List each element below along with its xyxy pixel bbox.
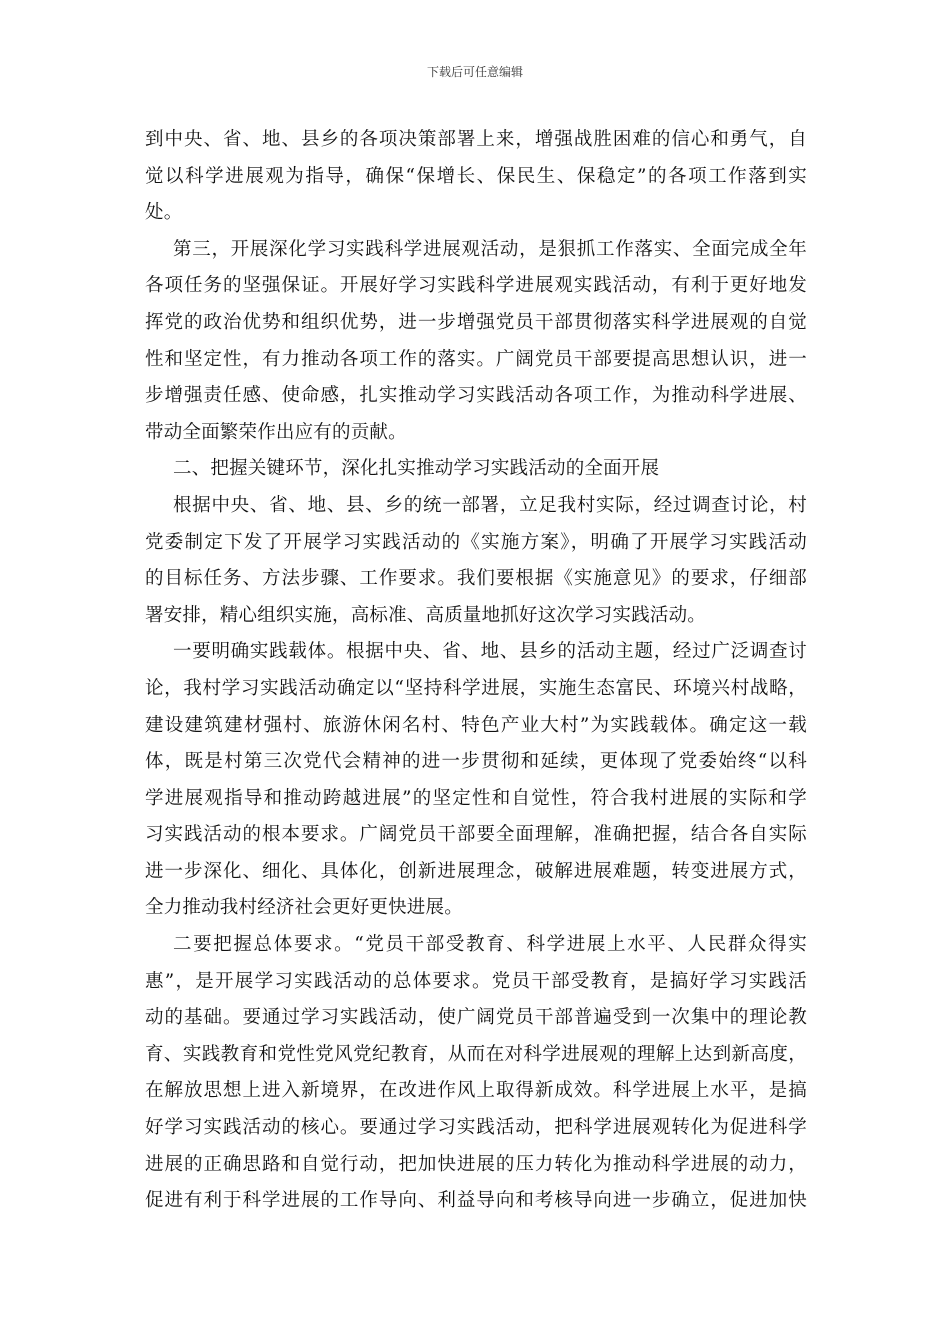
- text-line: 学进展观指导和推动跨越进展”的坚定性和自觉性，符合我村进展的实际和学: [145, 787, 807, 809]
- text-line: 党委制定下发了开展学习实践活动的《实施方案》，明确了开展学习实践活动: [145, 531, 807, 553]
- text-line: 促进有利于科学进展的工作导向、利益导向和考核导向进一步确立，促进加快: [145, 1190, 807, 1212]
- text-line: 步增强责任感、使命感，扎实推动学习实践活动各项工作，为推动科学进展、: [145, 385, 807, 407]
- text-line: 一要明确实践载体。根据中央、省、地、县乡的活动主题，经过广泛调查讨: [173, 641, 807, 663]
- text-line: 的目标任务、方法步骤、工作要求。我们要根据《实施意见》的要求，仔细部: [145, 568, 807, 590]
- text-line: 在解放思想上进入新境界，在改进作风上取得新成效。科学进展上水平，是搞: [145, 1080, 807, 1102]
- text-line: 好学习实践活动的核心。要通过学习实践活动，把科学进展观转化为促进科学: [145, 1117, 807, 1139]
- text-line: 性和坚定性，有力推动各项工作的落实。广阔党员干部要提高思想认识，进一: [145, 348, 807, 370]
- text-line: 建设建筑建材强村、旅游休闲名村、特色产业大村”为实践载体。确定这一载: [145, 714, 807, 736]
- text-line: 根据中央、省、地、县、乡的统一部署，立足我村实际，经过调查讨论，村: [173, 494, 807, 516]
- text-line: 体，既是村第三次党代会精神的进一步贯彻和延续，更体现了党委始终“以科: [145, 751, 807, 773]
- text-line: 全力推动我村经济社会更好更快进展。: [145, 897, 463, 919]
- text-line: 二、把握关键环节，深化扎实推动学习实践活动的全面开展: [173, 458, 660, 480]
- text-line: 育、实践教育和党性党风党纪教育，从而在对科学进展观的理解上达到新高度，: [145, 1043, 807, 1065]
- text-line: 二要把握总体要求。“党员干部受教育、科学进展上水平、人民群众得实: [173, 934, 807, 956]
- text-line: 觉以科学进展观为指导，确保“保增长、保民生、保稳定”的各项工作落到实: [145, 165, 807, 187]
- text-line: 第三，开展深化学习实践科学进展观活动，是狠抓工作落实、全面完成全年: [173, 238, 807, 260]
- text-line: 各项任务的坚强保证。开展好学习实践科学进展观实践活动，有利于更好地发: [145, 275, 807, 297]
- document-body: [145, 122, 807, 1220]
- text-line: 署安排，精心组织实施，高标准、高质量地抓好这次学习实践活动。: [145, 604, 707, 626]
- text-line: 进一步深化、细化、具体化，创新进展理念，破解进展难题，转变进展方式，: [145, 860, 807, 882]
- text-line: 处。: [145, 202, 183, 224]
- text-line: 带动全面繁荣作出应有的贡献。: [145, 421, 407, 443]
- text-line: 到中央、省、地、县乡的各项决策部署上来，增强战胜困难的信心和勇气，自: [145, 129, 807, 150]
- text-line: 挥党的政治优势和组织优势，进一步增强党员干部贯彻落实科学进展观的自觉: [145, 311, 807, 333]
- text-line: 论，我村学习实践活动确定以“坚持科学进展，实施生态富民、环境兴村战略，: [145, 677, 807, 699]
- text-line: 习实践活动的根本要求。广阔党员干部要全面理解，准确把握，结合各自实际: [145, 824, 807, 846]
- page-header-note: 下载后可任意编辑: [426, 65, 523, 79]
- text-line: 动的基础。要通过学习实践活动，使广阔党员干部普遍受到一次集中的理论教: [145, 1007, 807, 1029]
- text-line: 惠”，是开展学习实践活动的总体要求。党员干部受教育，是搞好学习实践活: [145, 970, 807, 992]
- text-line: 进展的正确思路和自觉行动，把加快进展的压力转化为推动科学进展的动力，: [145, 1153, 807, 1175]
